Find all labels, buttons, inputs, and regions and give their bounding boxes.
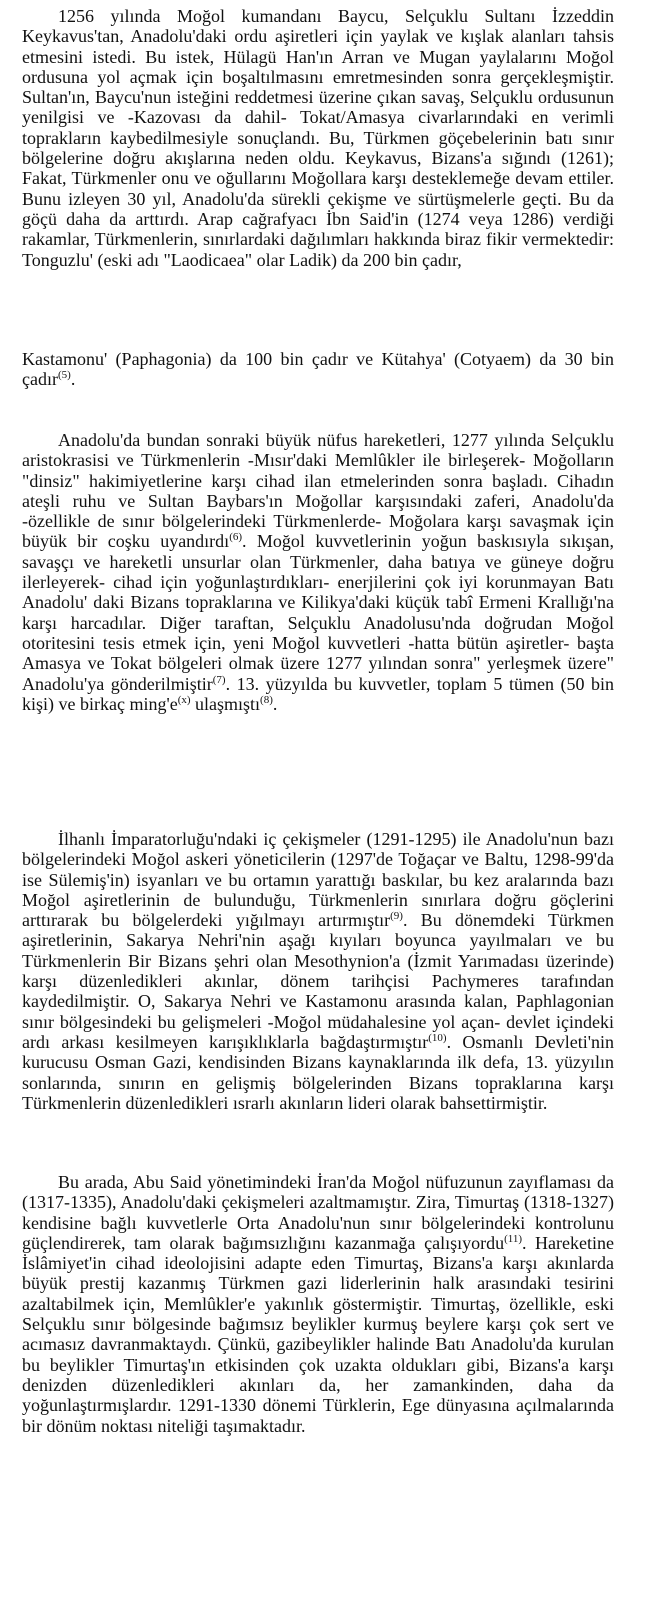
text-segment: . Hareketine İslâmiyet'in cihad ideolojisini adapte eden Timurtaş, Bizans'a karşı akınlarda büyük prestij kazanmış Türkmen gazi liderlerinin halk arasındaki tesirini azaltabilmek için, Memlûkler'e yakınlık göstermiştir. Timurtaş, özellikle, eski Selçuklu sınır bölgesinde bağımsız beylikler kurmuş beylere karşı çok sert ve acımasız davranmaktaydı. Çünkü, gazibeylikler halinde Batı Anadolu'da kurulan bu beylikler Timurtaş'ın etkisinden çok uzakta oldukları gibi, Bizans'a karşı denizden düzenledikleri akınları da, her zamankinden, daha da yoğunlaştırmışlardır. 1291-1330 dönemi Türklerin, Ege dünyasına açılmalarında bir dönüm noktası niteliği taşımaktadır. bbox=[22, 1232, 614, 1436]
paragraph-1 bbox=[22, 6, 614, 270]
footnote-ref-9: (9) bbox=[390, 910, 403, 923]
text-segment: İlhanlı İmparatorluğu'ndaki iç çekişmeler (1291-1295) ile Anadolu'nun bazı bölgelerindeki Moğol askeri yöneticilerin (1297'de Toğaçar ve Baltu, 1298-99'da ise Sülemiş'in) isyanları ve bu ortamın yarattığı baskılar, bu kez aralarında bazı Moğol aşiretlerinin de bulunduğu, Türkmenlerin sınırlara doğru göçlerini arttırarak bu bölgelerdeki yığılmayı artırmıştır bbox=[22, 829, 614, 931]
paragraph-3 bbox=[22, 430, 614, 714]
text-segment: . Osmanlı Devleti'nin kurucusu Osman Gazi, kendisinden Bizans kaynaklarında ilk defa, 13. yüzyılın sonlarında, sınırın en gelişmiş bölgelerinden Bizans topraklarına karşı Türkmenlerin düzenledikleri ısrarlı akınların lideri olarak bahsettirmiştir. bbox=[22, 1031, 614, 1113]
footnote-ref-x: (x) bbox=[177, 693, 191, 706]
text-segment: Bu arada, Abu Said yönetimindeki İran'da Moğol nüfuzunun zayıflaması da (1317-1335), Anadolu'daki çekişmeleri azaltmamıştır. Zira, Timurtaş (1318-1327) kendisine bağlı kuvvetlerle Orta Anadolu'nun sınır bölgelerindeki kontrolunu güçlendirerek, tam olarak bağımsızlığını kazanmağa çalışıyordu bbox=[22, 1172, 614, 1253]
paragraph-4 bbox=[22, 829, 614, 1113]
text-segment: . Bu dönemdeki Türkmen aşiretlerinin, Sakarya Nehri'nin aşağı kıyıları boyunca yayılmaları ve bu Türkmenlerin Bir Bizans şehri olan Mesothynion'a (İzmit Yarımadası üzerinde) karşı düzenledikleri akınlar, dönem tarihçisi Pachymeres tarafından kaydedilmiştir. O, Sakarya Nehri ve Kastamonu arasında kalan, Paphlagonian sınır bölgesindeki bu gelişmeleri -Moğol müdahalesine yol açan- devlet içindeki ardı arkası kesilmeyen karışıklıklarla bağdaştırmıştır bbox=[22, 910, 614, 1052]
footnote-ref-11: (11) bbox=[504, 1232, 522, 1245]
footnote-ref-8: (8) bbox=[260, 693, 273, 706]
paragraph-5 bbox=[22, 1172, 614, 1436]
footnote-ref-10: (10) bbox=[428, 1031, 447, 1044]
text-segment: Kastamonu' (Paphagonia) da 100 bin çadır ve Kütahya' (Cotyaem) da 30 bin çadır bbox=[22, 349, 614, 390]
text-segment: . bbox=[272, 693, 278, 714]
footnote-ref-7: (7) bbox=[212, 673, 226, 686]
text-segment: Anadolu'da bundan sonraki büyük nüfus hareketleri, 1277 yılında Selçuklu aristokrasisi ve Türkmenlerin -Mısır'daki Memlûkler ile birleşerek- Moğolların "dinsiz" hakimiyetlerine karşı cihad ilan etmelerinden sonra başladı. Cihadın ateşli ruhu ve Sultan Baybars'ın Moğollar karşısındaki zaferi, Anadolu'da -özellikle de sınır bölgelerindeki Türkmenlerde- Moğolara karşı savaşmak için büyük bir coşku uyandırdı bbox=[22, 430, 614, 552]
text-segment: . 13. yüzyılda bu kuvvetler, toplam 5 tümen (50 bin kişi) ve birkaç ming'e bbox=[22, 673, 614, 714]
text-segment: ulaşmıştı bbox=[190, 693, 261, 714]
text-segment: . Moğol kuvvetlerinin yoğun baskısıyla sıkışan, savaşçı ve hareketli unsurlar olan Türkmenler, daha batıya ve güneye doğru ilerleyerek- cihad için yoğunlaştırdıkları- enerjilerini çok iyi korunmayan Batı Anadolu' daki Bizans topraklarına ve Kilikya'daki küçük tabî Ermeni Krallığı'na karşı harcadılar. Diğer taraftan, Selçuklu Anadolusu'nda doğrudan Moğol otoritesini tesis etmek için, yeni Moğol kuvvetleri -hatta bütün aşiretler- başta Amasya ve Tokat bölgeleri olmak üzere 1277 yılından sonra" yerleşmek üzere" Anadolu'ya gönderilmiştir bbox=[22, 531, 614, 694]
text-segment: 1256 yılında Moğol kumandanı Baycu, Selçuklu Sultanı İzzeddin Keykavus'tan, Anadolu'daki ordu aşiretleri için yaylak ve kışlak alanları tahsis etmesini istedi. Bu istek, Hülagü Han'ın Arran ve Mugan yaylalarını Moğol ordusuna yol açmak için boşaltılmasını emretmesinden sonra gerçekleşmiştir. Sultan'ın, Baycu'nun isteğini reddetmesi üzerine çıkan savaş, Selçuklu ordusunun yenilgisi ve -Kazovası da dahil- Tokat/Amasya civarlarındaki en verimli toprakların kaybedilmesiyle sonuçlandı. Bu, Türkmen göçebelerinin batı sınır bölgelerine doğru akışlarına neden oldu. Keykavus, Bizans'a sığındı (1261); Fakat, Türkmenler onu ve oğullarını Moğollara karşı desteklemeğe devam ettiler. Bunu izleyen 30 yıl, Anadolu'da sürekli çekişme ve sürtüşmelerle geçti. Bu da göçü daha da arttırdı. Arap cağrafyacı İbn Said'in (1274 veya 1286) verdiği rakamlar, Türkmenlerin, sınırlardaki dağılımları hakkında biraz fikir vermektedir: Tonguzlu' (eski adı "Laodicaea" olar Ladik) da 200 bin çadır, bbox=[22, 6, 614, 270]
text-segment: . bbox=[70, 369, 76, 390]
footnote-ref-6: (6) bbox=[229, 531, 243, 544]
paragraph-2 bbox=[22, 349, 614, 390]
footnote-ref-5: (5) bbox=[57, 369, 71, 382]
